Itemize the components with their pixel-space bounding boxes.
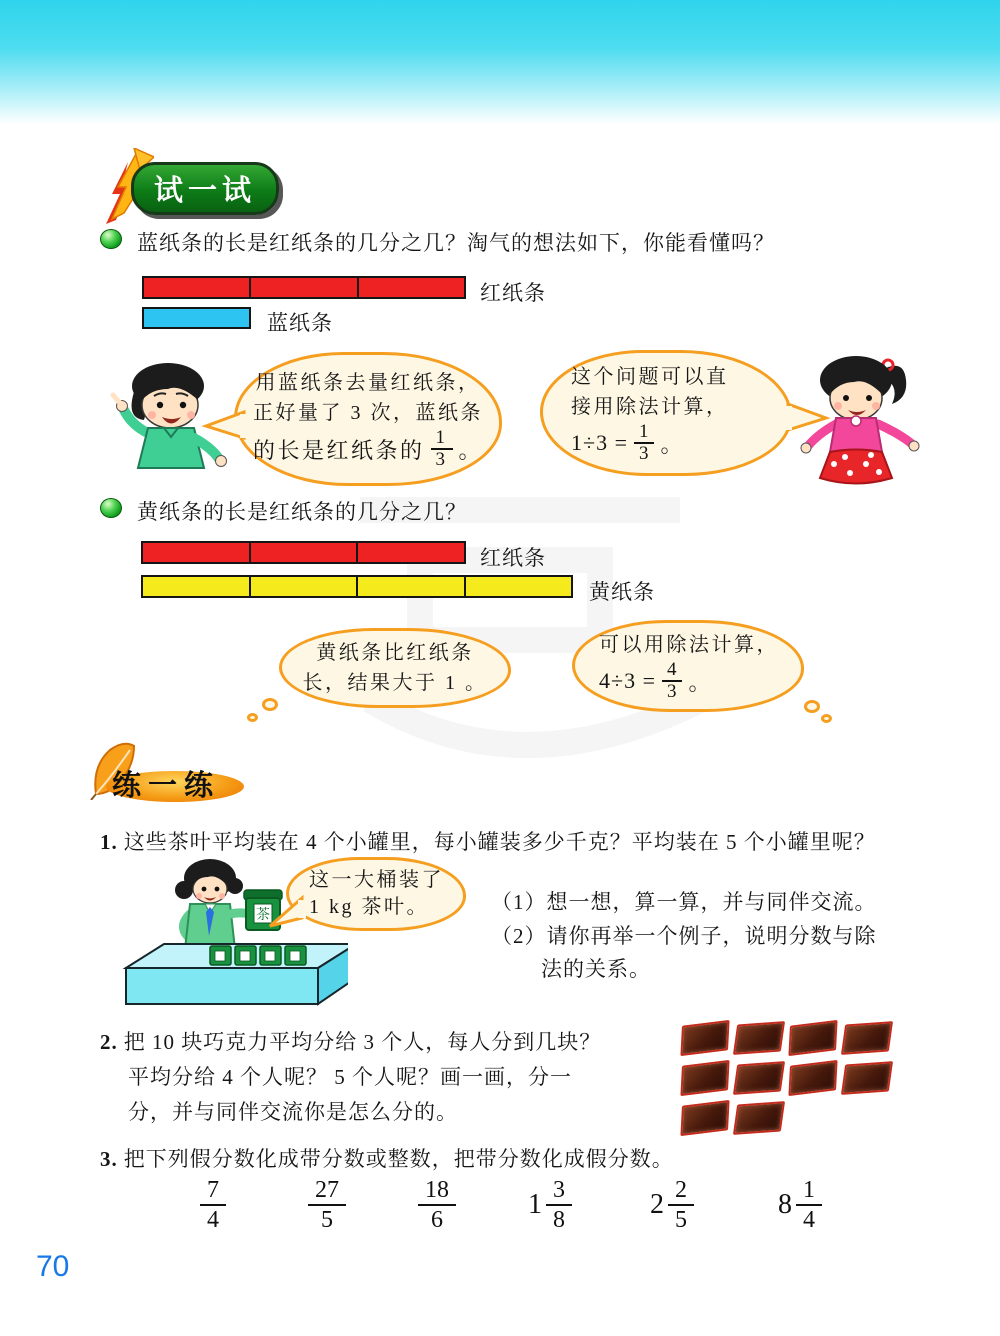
boy-bubble-line1: 用蓝纸条去量红纸条， <box>255 372 481 394</box>
girl-speech-bubble <box>540 350 792 476</box>
green-ball-icon <box>100 498 122 518</box>
problem-2-number: 2. <box>100 1030 118 1054</box>
chocolate-bar <box>788 1020 837 1056</box>
bar-segment <box>358 577 466 596</box>
problem-1-sub1: （1）想一想，算一算，并与同伴交流。 <box>491 890 877 914</box>
thought-right-expression: 4÷3 = <box>599 668 656 693</box>
q1-prompt: 蓝纸条的长是红纸条的几分之几？淘气的想法如下，你能看懂吗？ <box>137 231 775 255</box>
boy-bubble-line3-pre: 的长是红纸条的 <box>252 437 425 463</box>
problem-2-line3: 分，并与同伴交流你是怎么分的。 <box>128 1100 458 1124</box>
bar-segment <box>359 278 464 297</box>
chocolate-bar <box>680 1060 729 1096</box>
tea-bubble-line1: 这一大桶装了 <box>309 869 444 891</box>
try-badge-label: 试一试 <box>153 175 256 207</box>
bar-segment <box>144 278 251 297</box>
bar-segment <box>358 543 464 562</box>
tea-speech-bubble <box>286 857 466 931</box>
fraction-four-thirds: $\frac{4}{3}$ <box>662 660 683 702</box>
tea-bubble-tail <box>270 896 304 928</box>
thought-bubble-left <box>279 628 511 708</box>
chocolate-bars-illustration <box>678 1020 936 1140</box>
yellow-strip-bar <box>141 575 573 598</box>
problem-1-number: 1. <box>100 830 118 854</box>
thought-right-line1: 可以用除法计算， <box>599 634 779 656</box>
girl-bubble-expression: 1÷3 = <box>571 430 628 455</box>
top-gradient-band <box>0 0 1000 124</box>
boy-bubble-tail <box>206 408 246 442</box>
mixed-number-8-1-4: 8 1 4 <box>778 1176 822 1234</box>
bar-segment <box>251 577 359 596</box>
blue-bar-label: 蓝纸条 <box>267 311 333 335</box>
girl-bubble-line1: 这个问题可以直 <box>571 366 729 388</box>
chocolate-bar <box>733 1101 785 1135</box>
thought-left-line1: 黄纸条比红纸条 <box>316 642 474 664</box>
practice-badge-label: 练一练 <box>112 770 221 802</box>
problem-1-sub2-line1: （2）请你再举一个例子，说明分数与除 <box>491 924 877 948</box>
chocolate-bar <box>733 1021 785 1055</box>
chocolate-bar <box>788 1060 837 1096</box>
girl-bubble-line2: 接用除法计算， <box>571 396 729 418</box>
thought-tail-circle <box>262 698 278 711</box>
problem-1-text: 1. 这些茶叶平均装在 4 个小罐里，每小罐装多少千克？平均装在 5 个小罐里呢？ <box>100 830 876 854</box>
problem-3-number: 3. <box>100 1147 118 1171</box>
red-strip-bar-q2 <box>141 541 466 564</box>
green-ball-icon <box>100 229 122 249</box>
thought-tail-circle <box>821 714 832 723</box>
try-section-badge <box>131 162 279 215</box>
boy-bubble-line3-post: 。 <box>458 437 484 463</box>
thought-tail-circle <box>247 713 258 722</box>
thought-bubble-right <box>572 620 804 712</box>
mixed-number-1-3-8: 1 3 8 <box>528 1176 572 1234</box>
mixed-number-2-2-5: 2 2 5 <box>650 1176 694 1234</box>
bar-segment <box>466 577 572 596</box>
girl-character-illustration <box>800 352 925 494</box>
bar-segment <box>251 278 358 297</box>
chocolate-bar <box>841 1021 893 1055</box>
boy-speech-bubble <box>234 352 502 486</box>
thought-right-end: 。 <box>688 669 712 695</box>
bar-segment <box>143 543 251 562</box>
fraction-18-6: 18 6 <box>418 1176 456 1234</box>
chocolate-bar <box>841 1061 893 1095</box>
girl-bubble-end: 。 <box>660 431 684 457</box>
problem-2-line1: 2. 把 10 块巧克力平均分给 3 个人，每人分到几块？ <box>100 1030 602 1054</box>
chocolate-bar <box>680 1100 729 1136</box>
fraction-27-5: 27 5 <box>308 1176 346 1234</box>
tea-canister-label: 茶 <box>256 908 270 923</box>
red-bar-label-q1: 红纸条 <box>480 281 546 305</box>
chocolate-bar <box>680 1020 729 1056</box>
red-strip-bar-q1 <box>142 276 466 299</box>
fraction-one-third: $\frac{1}{3}$ <box>634 422 655 464</box>
tea-bubble-line2: 1 kg 茶叶。 <box>309 896 429 918</box>
problem-1-sub2-line2: 法的关系。 <box>541 957 651 981</box>
problem-3-text: 3. 把下列假分数化成带分数或整数，把带分数化成假分数。 <box>100 1147 674 1171</box>
boy-bubble-line2: 正好量了 3 次，蓝纸条 <box>253 402 483 424</box>
thought-left-line2: 长，结果大于 1 。 <box>302 672 488 694</box>
thought-tail-circle <box>804 700 820 713</box>
fraction-one-third: $\frac{1}{3}$ <box>431 428 453 470</box>
bar-segment <box>251 543 359 562</box>
bar-segment <box>143 577 251 596</box>
chocolate-bar <box>733 1061 785 1095</box>
blue-strip-bar <box>142 307 251 329</box>
q2-prompt: 黄纸条的长是红纸条的几分之几？ <box>137 500 467 524</box>
red-bar-label-q2: 红纸条 <box>480 546 546 570</box>
problem-2-line2: 平均分给 4 个人呢？ 5 个人呢？画一画，分一 <box>128 1065 572 1089</box>
yellow-bar-label: 黄纸条 <box>589 580 655 604</box>
fraction-7-4: 7 4 <box>200 1176 226 1234</box>
page-number: 70 <box>36 1250 70 1283</box>
